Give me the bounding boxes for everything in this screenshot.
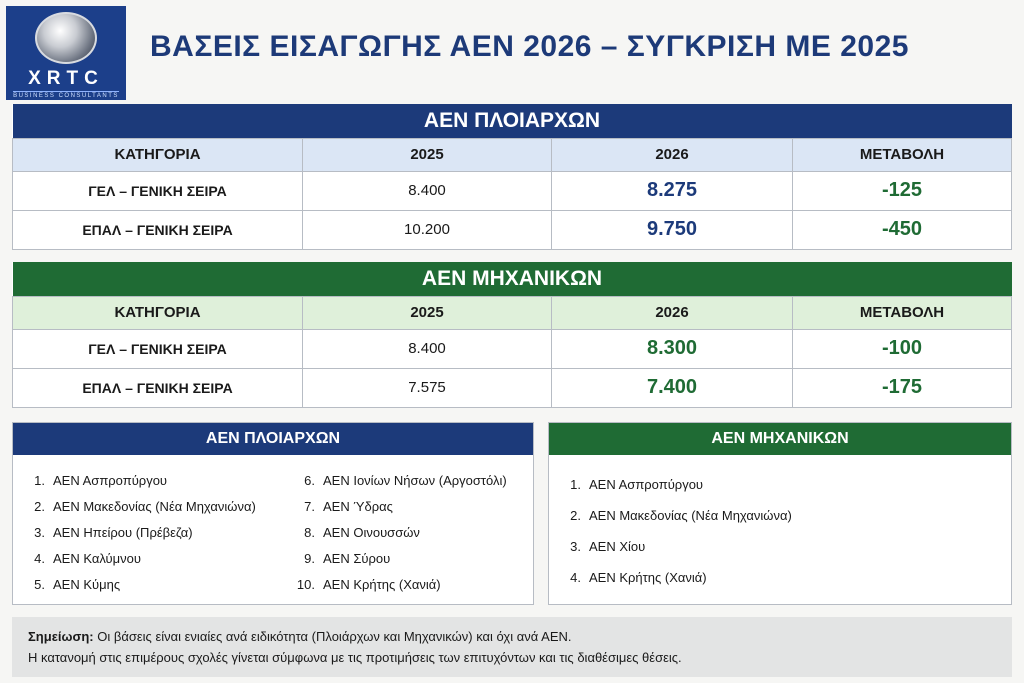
logo-emblem-icon <box>35 12 97 64</box>
page-title: ΒΑΣΕΙΣ ΕΙΣΑΓΩΓΗΣ ΑΕΝ 2026 – ΣΥΓΚΡΙΣΗ ΜΕ 2025 <box>150 30 909 63</box>
table-header-row <box>13 138 1012 171</box>
header-2025: 2025 <box>303 296 552 329</box>
table-header-row <box>13 296 1012 329</box>
row-category: ΕΠΑΛ – ΓΕΝΙΚΗ ΣΕΙΡΑ <box>13 368 303 407</box>
note-line-1: Σημείωση: Οι βάσεις είναι ενιαίες ανά ειδικότητα (Πλοιάρχων και Μηχανικών) και όχι ανά ΑΕΝ. <box>28 629 572 644</box>
captains-schools-title: ΑΕΝ ΠΛΟΙΑΡΧΩΝ <box>13 423 533 455</box>
header-change: ΜΕΤΑΒΟΛΗ <box>793 296 1012 329</box>
list-item: 6. ΑΕΝ Ιονίων Νήσων (Αργοστόλι) <box>304 472 507 488</box>
row-2025: 10.200 <box>303 210 552 249</box>
list-item: 8. ΑΕΝ Οινουσσών <box>304 524 420 540</box>
captains-schools-list-1 <box>23 467 293 597</box>
table-row <box>13 171 1012 210</box>
header-category: ΚΑΤΗΓΟΡΙΑ <box>13 138 303 171</box>
captains-schools-list-2 <box>293 467 533 597</box>
engineers-schools-list <box>549 455 1011 593</box>
list-item: 4. ΑΕΝ Κρήτης (Χανιά) <box>570 570 707 585</box>
list-item: 9. ΑΕΝ Σύρου <box>304 550 391 566</box>
header-2025: 2025 <box>303 138 552 171</box>
header-change: ΜΕΤΑΒΟΛΗ <box>793 138 1012 171</box>
table-row <box>13 210 1012 249</box>
row-2026: 7.400 <box>552 368 793 407</box>
list-item: 2. ΑΕΝ Μακεδονίας (Νέα Μηχανιώνα) <box>34 498 256 514</box>
list-item: 3. ΑΕΝ Χίου <box>570 539 646 554</box>
captains-table-title: ΑΕΝ ΠΛΟΙΑΡΧΩΝ <box>13 104 1012 138</box>
row-2026: 8.275 <box>552 171 793 210</box>
logo-name: XRTC <box>28 68 104 89</box>
engineers-schools-box <box>548 422 1012 605</box>
header-2026: 2026 <box>552 138 793 171</box>
row-change: -175 <box>793 368 1012 407</box>
list-item: 7. ΑΕΝ Ύδρας <box>304 498 393 514</box>
captains-schools-box <box>12 422 534 605</box>
logo-tagline: BUSINESS CONSULTANTS <box>13 93 119 99</box>
note-box <box>12 617 1012 677</box>
note-label: Σημείωση: <box>28 629 94 644</box>
list-item: 4. ΑΕΝ Καλύμνου <box>34 550 141 566</box>
row-2025: 7.575 <box>303 368 552 407</box>
list-item: 1. ΑΕΝ Ασπροπύργου <box>570 477 704 492</box>
captains-table <box>12 104 1012 250</box>
list-item: 1. ΑΕΝ Ασπροπύργου <box>34 472 168 488</box>
table-row <box>13 368 1012 407</box>
row-category: ΕΠΑΛ – ΓΕΝΙΚΗ ΣΕΙΡΑ <box>13 210 303 249</box>
note-line-2: Η κατανομή στις επιμέρους σχολές γίνεται σύμφωνα με τις προτιμήσεις των επιτυχόντων και τις διαθέσιμες θέσεις. <box>28 650 682 665</box>
engineers-table-title: ΑΕΝ ΜΗΧΑΝΙΚΩΝ <box>13 262 1012 296</box>
row-category: ΓΕΛ – ΓΕΝΙΚΗ ΣΕΙΡΑ <box>13 329 303 368</box>
list-item: 5. ΑΕΝ Κύμης <box>34 576 121 592</box>
row-2025: 8.400 <box>303 329 552 368</box>
header-category: ΚΑΤΗΓΟΡΙΑ <box>13 296 303 329</box>
header-2026: 2026 <box>552 296 793 329</box>
list-item: 2. ΑΕΝ Μακεδονίας (Νέα Μηχανιώνα) <box>570 508 792 523</box>
engineers-schools-title: ΑΕΝ ΜΗΧΑΝΙΚΩΝ <box>549 423 1011 455</box>
list-item: 10. ΑΕΝ Κρήτης (Χανιά) <box>296 576 441 592</box>
list-item: 3. ΑΕΝ Ηπείρου (Πρέβεζα) <box>34 524 193 540</box>
row-change: -450 <box>793 210 1012 249</box>
row-2025: 8.400 <box>303 171 552 210</box>
row-change: -100 <box>793 329 1012 368</box>
row-2026: 9.750 <box>552 210 793 249</box>
row-change: -125 <box>793 171 1012 210</box>
engineers-table <box>12 262 1012 408</box>
table-row <box>13 329 1012 368</box>
row-2026: 8.300 <box>552 329 793 368</box>
company-logo <box>6 6 126 100</box>
row-category: ΓΕΛ – ΓΕΝΙΚΗ ΣΕΙΡΑ <box>13 171 303 210</box>
